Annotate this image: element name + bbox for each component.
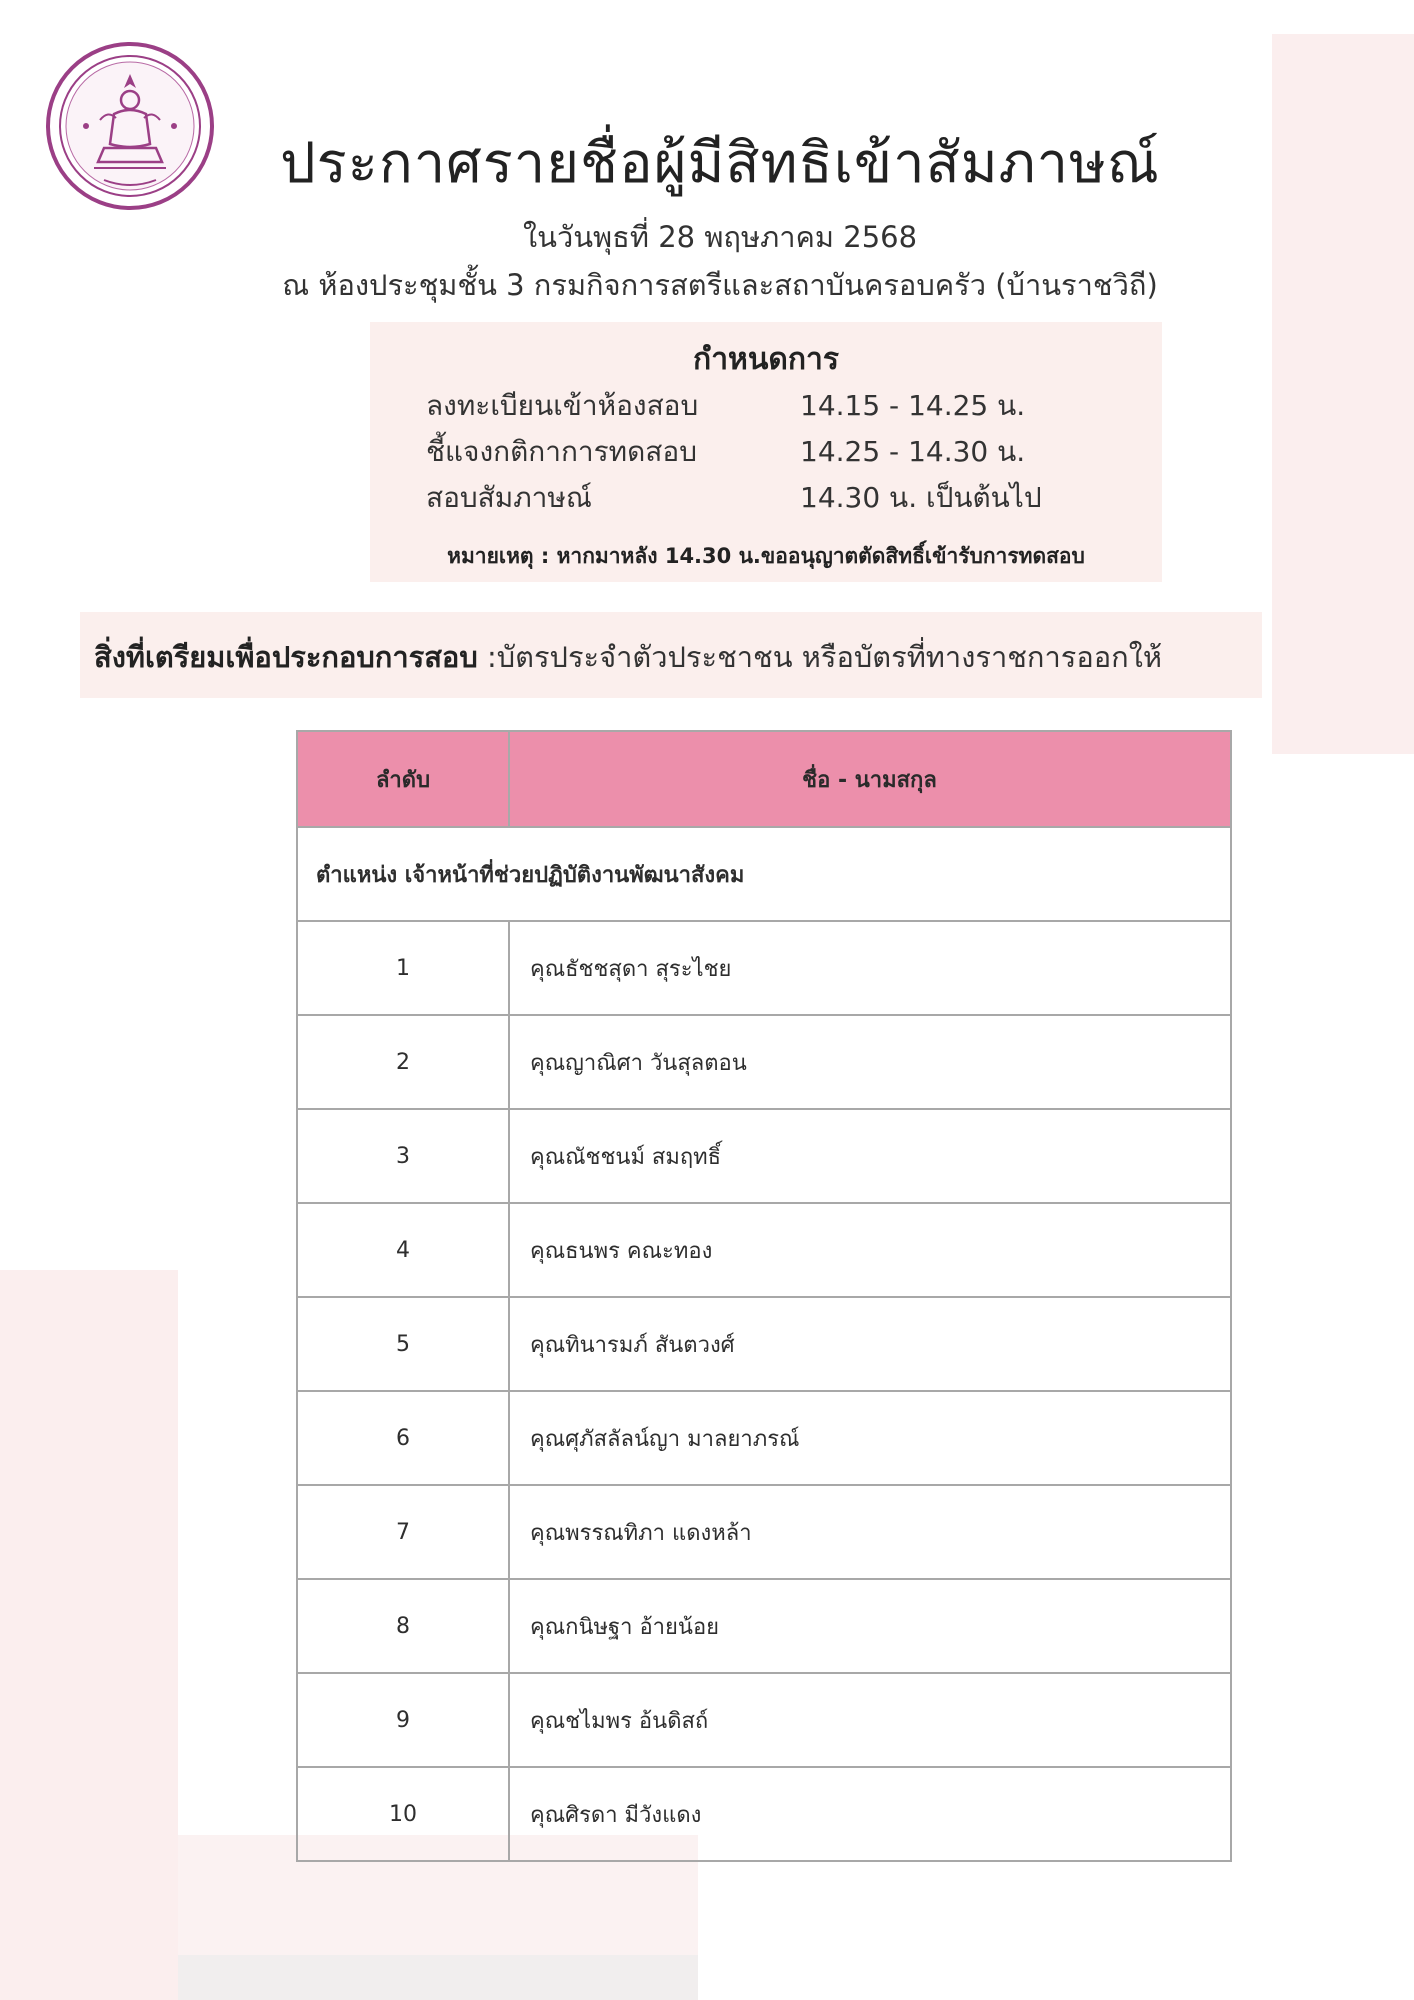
schedule-heading: กำหนดการ (693, 342, 839, 377)
row-name: คุณณัชชนม์ สมฤทธิ์ (509, 1109, 1231, 1203)
row-no: 2 (297, 1015, 509, 1109)
row-no: 4 (297, 1203, 509, 1297)
decor-block-right (1272, 34, 1414, 754)
schedule-item (370, 430, 1162, 474)
table-row (297, 1015, 1231, 1109)
row-no: 9 (297, 1673, 509, 1767)
schedule-panel (370, 322, 1162, 582)
decor-block-left (0, 1270, 178, 2000)
preparation-line (94, 634, 1162, 680)
row-no: 1 (297, 921, 509, 1015)
preparation-panel (80, 612, 1262, 698)
table-row (297, 1673, 1231, 1767)
table-row (297, 1297, 1231, 1391)
header-name: ชื่อ - นามสกุล (509, 731, 1231, 827)
date-line: ในวันพุธที่ 28 พฤษภาคม 2568 (522, 220, 918, 254)
schedule-item-label: ลงทะเบียนเข้าห้องสอบ (426, 389, 699, 422)
row-name: คุณทินารมภ์ สันตวงศ์ (509, 1297, 1231, 1391)
row-name: คุณธนพร คณะทอง (509, 1203, 1231, 1297)
table-row (297, 1485, 1231, 1579)
row-no: 6 (297, 1391, 509, 1485)
row-name: คุณศุภัสลัลน์ญา มาลยาภรณ์ (509, 1391, 1231, 1485)
row-no: 3 (297, 1109, 509, 1203)
section-row (297, 827, 1231, 921)
schedule-note: หมายเหตุ : หากมาหลัง 14.30 น.ขออนุญาตตัดสิทธิ์เข้ารับการทดสอบ (447, 544, 1085, 568)
row-name: คุณศิรดา มีวังแดง (509, 1767, 1231, 1861)
page-title: ประกาศรายชื่อผู้มีสิทธิเข้าสัมภาษณ์ (280, 131, 1160, 196)
venue-line: ณ ห้องประชุมชั้น 3 กรมกิจการสตรีและสถาบันครอบครัว (บ้านราชวิถี) (282, 268, 1158, 302)
table-row (297, 1767, 1231, 1861)
row-name: คุณกนิษฐา อ้ายน้อย (509, 1579, 1231, 1673)
row-name: คุณธัชชสุดา สุระไชย (509, 921, 1231, 1015)
schedule-item-label: ชี้แจงกติกาการทดสอบ (426, 435, 697, 468)
position-title: ตำแหน่ง เจ้าหน้าที่ช่วยปฏิบัติงานพัฒนาสังคม (297, 827, 1231, 921)
preparation-text: :บัตรประจำตัวประชาชน หรือบัตรที่ทางราชการออกให้ (477, 640, 1162, 674)
table-row (297, 1391, 1231, 1485)
row-no: 8 (297, 1579, 509, 1673)
table-row (297, 1203, 1231, 1297)
table-header-row (297, 731, 1231, 827)
schedule-item (370, 384, 1162, 428)
row-name: คุณญาณิศา วันสุลตอน (509, 1015, 1231, 1109)
candidate-table (296, 730, 1232, 1862)
schedule-item-label: สอบสัมภาษณ์ (426, 481, 592, 514)
schedule-item-time: 14.15 - 14.25 น. (800, 389, 1026, 422)
table-row (297, 921, 1231, 1015)
department-seal-icon (44, 40, 216, 212)
schedule-item-time: 14.30 น. เป็นต้นไป (800, 481, 1042, 514)
table-row (297, 1109, 1231, 1203)
row-name: คุณชไมพร อ้นดิสถ์ (509, 1673, 1231, 1767)
preparation-label: สิ่งที่เตรียมเพื่อประกอบการสอบ (94, 640, 478, 674)
schedule-item-time: 14.25 - 14.30 น. (800, 435, 1026, 468)
row-no: 10 (297, 1767, 509, 1861)
table-row (297, 1579, 1231, 1673)
row-no: 7 (297, 1485, 509, 1579)
header-no: ลำดับ (297, 731, 509, 827)
decor-block-bottom-2 (178, 1955, 698, 2000)
schedule-item (370, 476, 1162, 520)
row-name: คุณพรรณทิภา แดงหล้า (509, 1485, 1231, 1579)
row-no: 5 (297, 1297, 509, 1391)
